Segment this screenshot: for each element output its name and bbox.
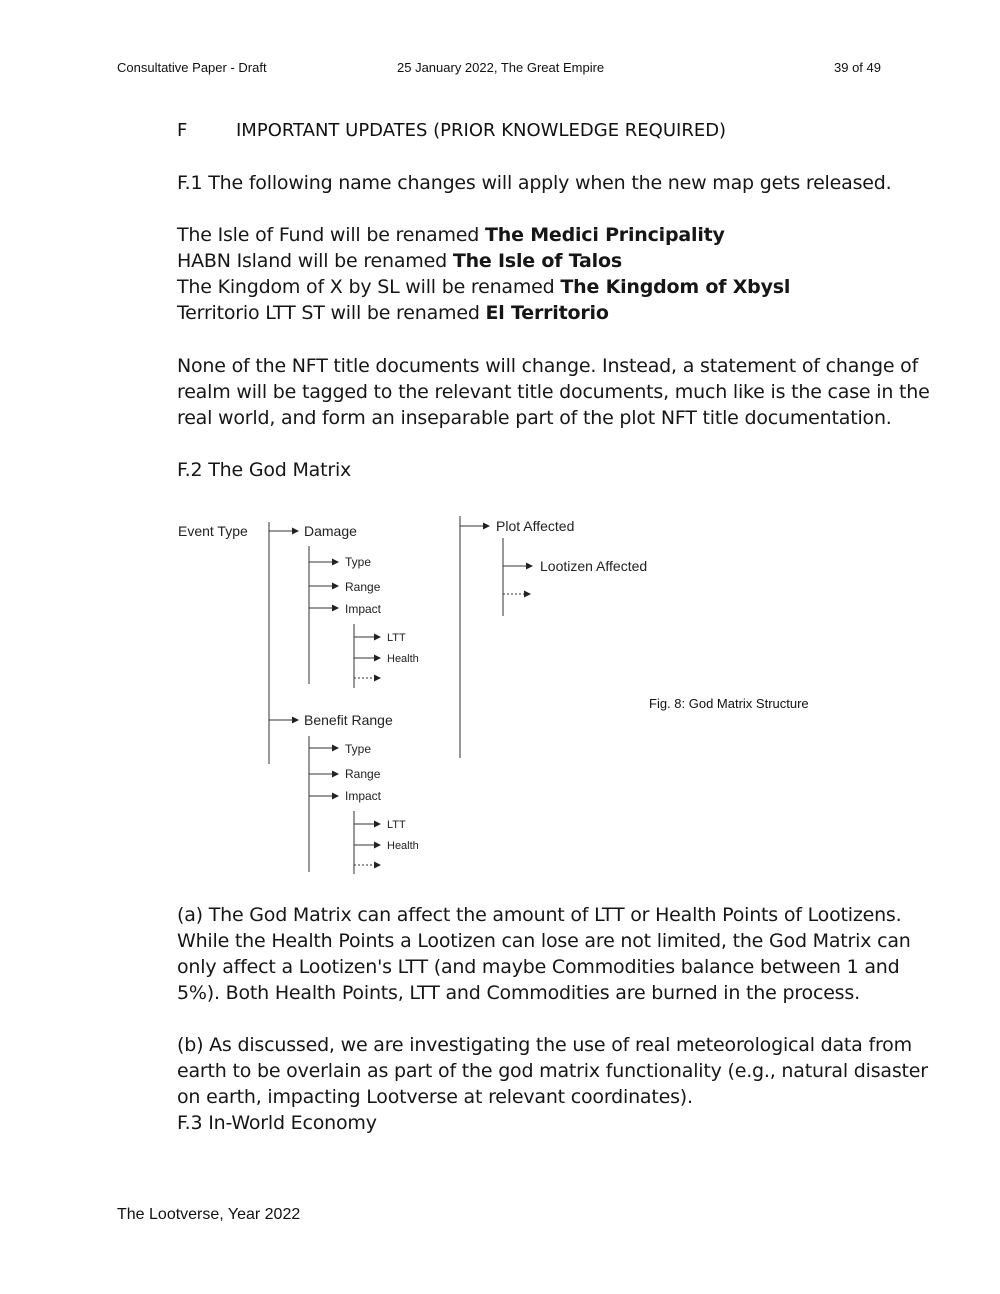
section-title: IMPORTANT UPDATES (PRIOR KNOWLEDGE REQUIRED) <box>236 120 727 141</box>
figure-caption: Fig. 8: God Matrix Structure <box>649 696 809 711</box>
diagram-damage-type: Type <box>345 555 372 569</box>
para-a-line: only affect a Lootizen's LTT (and maybe Commodities balance between 1 and <box>177 956 900 978</box>
diagram-benefit-health: Health <box>387 840 419 852</box>
diagram-damage-impact: Impact <box>345 602 382 616</box>
rename-old: The Isle of Fund will be renamed <box>177 224 485 246</box>
header-document-title: Consultative Paper - Draft <box>117 60 267 75</box>
rename-old: Territorio LTT ST will be renamed <box>177 302 486 324</box>
rename-line <box>177 250 622 272</box>
rename-line <box>177 276 790 298</box>
header-date-location: 25 January 2022, The Great Empire <box>397 60 605 75</box>
para-b-line: (b) As discussed, we are investigating the use of real meteorological data from <box>177 1034 912 1056</box>
rename-new: El Territorio <box>485 302 609 324</box>
diagram-lootizen-affected: Lootizen Affected <box>540 558 648 574</box>
f1-intro: F.1 The following name changes will apply when the new map gets released. <box>177 172 892 194</box>
f3-title: F.3 In-World Economy <box>177 1112 377 1134</box>
diagram-damage: Damage <box>304 523 357 539</box>
section-letter: F <box>177 120 188 141</box>
diagram-plot-affected: Plot Affected <box>496 518 575 534</box>
diagram-damage-range: Range <box>345 580 381 594</box>
rename-line <box>177 302 609 324</box>
diagram-root: Event Type <box>178 523 248 539</box>
f1-note-line: real world, and form an inseparable part of the plot NFT title documentation. <box>177 407 892 429</box>
footer-text: The Lootverse, Year 2022 <box>117 1206 301 1223</box>
diagram-damage-ltt: LTT <box>387 632 406 644</box>
rename-new: The Medici Principality <box>485 224 725 246</box>
f1-note-line: None of the NFT title documents will change. Instead, a statement of change of <box>177 355 919 377</box>
para-a-line: While the Health Points a Lootizen can lose are not limited, the God Matrix can <box>177 930 911 952</box>
rename-new: The Kingdom of Xbysl <box>560 276 791 298</box>
god-matrix-diagram <box>170 508 690 880</box>
rename-old: HABN Island will be renamed <box>177 250 453 272</box>
diagram-damage-health: Health <box>387 653 419 665</box>
diagram-benefit-ltt: LTT <box>387 819 406 831</box>
f1-note-line: realm will be tagged to the relevant title documents, much like is the case in the <box>177 381 930 403</box>
rename-line <box>177 224 725 246</box>
f2-title: F.2 The God Matrix <box>177 459 352 481</box>
para-a-line: 5%). Both Health Points, LTT and Commodities are burned in the process. <box>177 982 860 1004</box>
rename-new: The Isle of Talos <box>452 250 622 272</box>
para-b-line: on earth, impacting Lootverse at relevant coordinates). <box>177 1086 693 1108</box>
rename-old: The Kingdom of X by SL will be renamed <box>177 276 561 298</box>
diagram-benefit: Benefit Range <box>304 712 393 728</box>
header-page-number: 39 of 49 <box>834 60 881 75</box>
diagram-benefit-impact: Impact <box>345 789 382 803</box>
para-b-line: earth to be overlain as part of the god matrix functionality (e.g., natural disaster <box>177 1060 928 1082</box>
diagram-benefit-range: Range <box>345 767 381 781</box>
para-a-line: (a) The God Matrix can affect the amount of LTT or Health Points of Lootizens. <box>177 904 902 926</box>
diagram-benefit-type: Type <box>345 742 372 756</box>
